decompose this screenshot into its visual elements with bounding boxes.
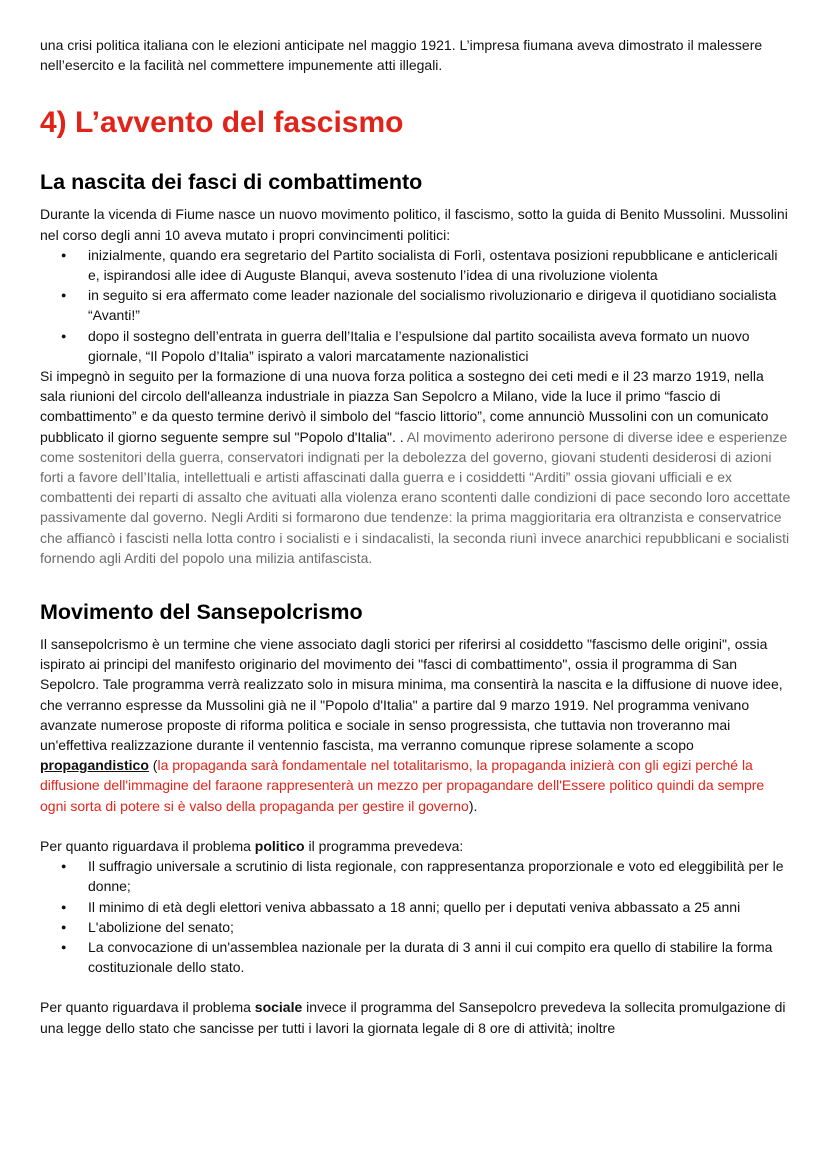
paragraph-gap <box>40 816 792 836</box>
paren-open: ( <box>148 757 158 774</box>
section-title-fasci: La nascita dei fasci di combattimento <box>40 170 423 195</box>
list-item: ● Il minimo di età degli elettori veniva abbassato a 18 anni; quello per i deputati veniva abbassato a 25 anni <box>88 897 792 917</box>
p2-end: il programma prevedeva: <box>304 837 464 854</box>
list-item: ● Il suffragio universale a scrutinio di lista regionale, con rappresentanza proporzionale e voto ed eleggibilità per le donne; <box>88 856 792 896</box>
intro-paragraph: una crisi politica italiana con le elezioni anticipate nel maggio 1921. L’impresa fiumana aveva dimostrato il malessere nell’esercito e la facilità nel commettere impunemente atti illegali. <box>40 37 763 74</box>
p2-start: Per quanto riguardava il problema <box>40 837 255 854</box>
list-item: ● La convocazione di un'assemblea nazionale per la durata di 3 anni il cui compito era quello di stabilire la forma costituzionale dello stato. <box>88 937 792 977</box>
list-item: ● inizialmente, quando era segretario del Partito socialista di Forlì, ostentava posizioni repubblicane e anticlericali e, ispirandosi alle idee di Auguste Blanqui, aveva sostenuto l’idea di una rivoluzione violenta <box>88 245 792 285</box>
paragraph-gap <box>40 977 792 997</box>
chapter-title: 4) L’avvento del fascismo <box>40 106 404 140</box>
section1-paragraph-1: Durante la vicenda di Fiume nasce un nuovo movimento politico, il fascismo, sotto la guida di Benito Mussolini. Mussolini nel corso degli anni 10 aveva mutato i propri convincimenti politici: <box>40 206 788 243</box>
section1-paragraph-2-text: Si impegnò in seguito per la formazione di una nuova forza politica a sostegno dei ceti medi e il 23 marzo 1919, nella sala riunioni del circolo dell'alleanza industriale in piazza San Sepolcro a Milano, vide la luce il primo “fascio di combattimento” e da questo termine derivò il simbolo del “fascio littorio”, come annunciò Mussolini con un comunicato pubblicato il giorno seguente sempre sul "Popolo d'Italia". . <box>40 368 769 445</box>
section2-paragraph-1 <box>40 634 792 816</box>
p3-start: Per quanto riguardava il problema <box>40 999 255 1016</box>
section2-paragraph-2 <box>40 836 792 856</box>
list-item: ● dopo il sostegno dell’entrata in guerra dell’Italia e l’espulsione dal partito socailista aveva formato un nuovo giornale, “Il Popolo d’Italia” ispirato a valori marcatamente nazionalistici <box>88 326 792 366</box>
section2-bullet-list <box>40 856 792 977</box>
document-page <box>40 35 792 1038</box>
section2-paragraph-3 <box>40 997 792 1037</box>
section1-paragraph-2-grey-text: Al movimento aderirono persone di diverse idee e esperienze come sostenitori della guerra, conservatori indignati per la debolezza del governo, giovani studenti desiderosi di azioni forti a favore dell’Italia, intellettuali e artisti affascinati dalla guerra e i cosiddetti “Arditi” ossia giovani ufficiali e ex combattenti dei reparti di assalto che avituati alla violenza erano scontenti dalle condizioni di pace secondo loro accettate passivamente dal governo. Negli Arditi si formarono due tendenze: la prima maggioritaria era oltranzista e conservatrice che affiancò i fascisti nella lotta contro i socialisti e i sindacalisti, la seconda riunì invece anarchici repubblicani e socialisti fornendo agli Arditi del popolo una milizia antifascista. <box>40 428 791 566</box>
propagandistico-term: propagandistico <box>40 757 149 774</box>
p3-end: invece il programma del Sansepolcro prevedeva la sollecita promulgazione di una legge dello stato che sancisse per tutti i lavori la giornata legale di 8 ore di attività; inoltre <box>40 999 786 1036</box>
list-item: ● in seguito si era affermato come leader nazionale del socialismo rivoluzionario e dirigeva il quotidiano socialista “Avanti!” <box>88 285 792 325</box>
section2-paragraph-1-text: Il sansepolcrismo è un termine che viene associato dagli storici per riferirsi al cosiddetto "fascismo delle origini", ossia ispirato ai principi del manifesto originario del movimento dei "fasci di combattimento", ossia il programma di San Sepolcro. Tale programma verrà realizzato solo in misura minima, ma consentirà la nascita e la diffusione di nuove idee, che verranno espresse da Mussolini già ne il "Popolo d'Italia" a partire dal 9 marzo 1919. Nel programma venivano avanzate numerose proposte di riforma politica e sociale in senso progressista, che tuttavia non troveranno mai un'effettiva realizzazione durante il ventennio fascista, ma verranno comunque riprese solamente a scopo <box>40 636 783 754</box>
sociale-term: sociale <box>254 999 303 1016</box>
politico-term: politico <box>254 837 305 854</box>
list-item: ● L'abolizione del senato; <box>88 917 792 937</box>
red-note-text: la propaganda sarà fondamentale nel totalitarismo, la propaganda inizierà con gli egizi perché la diffusione dell'immagine del faraone rappresenterà un mezzo per propagandare dell'Essere politico quindi da sempre ogni sorta di potere si è valso della propaganda per gestire il governo <box>40 757 765 814</box>
section-title-sansepolcrismo: Movimento del Sansepolcrismo <box>40 600 363 625</box>
section1-bullet-list <box>40 245 792 366</box>
section1-paragraph-2 <box>40 366 792 568</box>
paren-close: ). <box>468 797 478 814</box>
